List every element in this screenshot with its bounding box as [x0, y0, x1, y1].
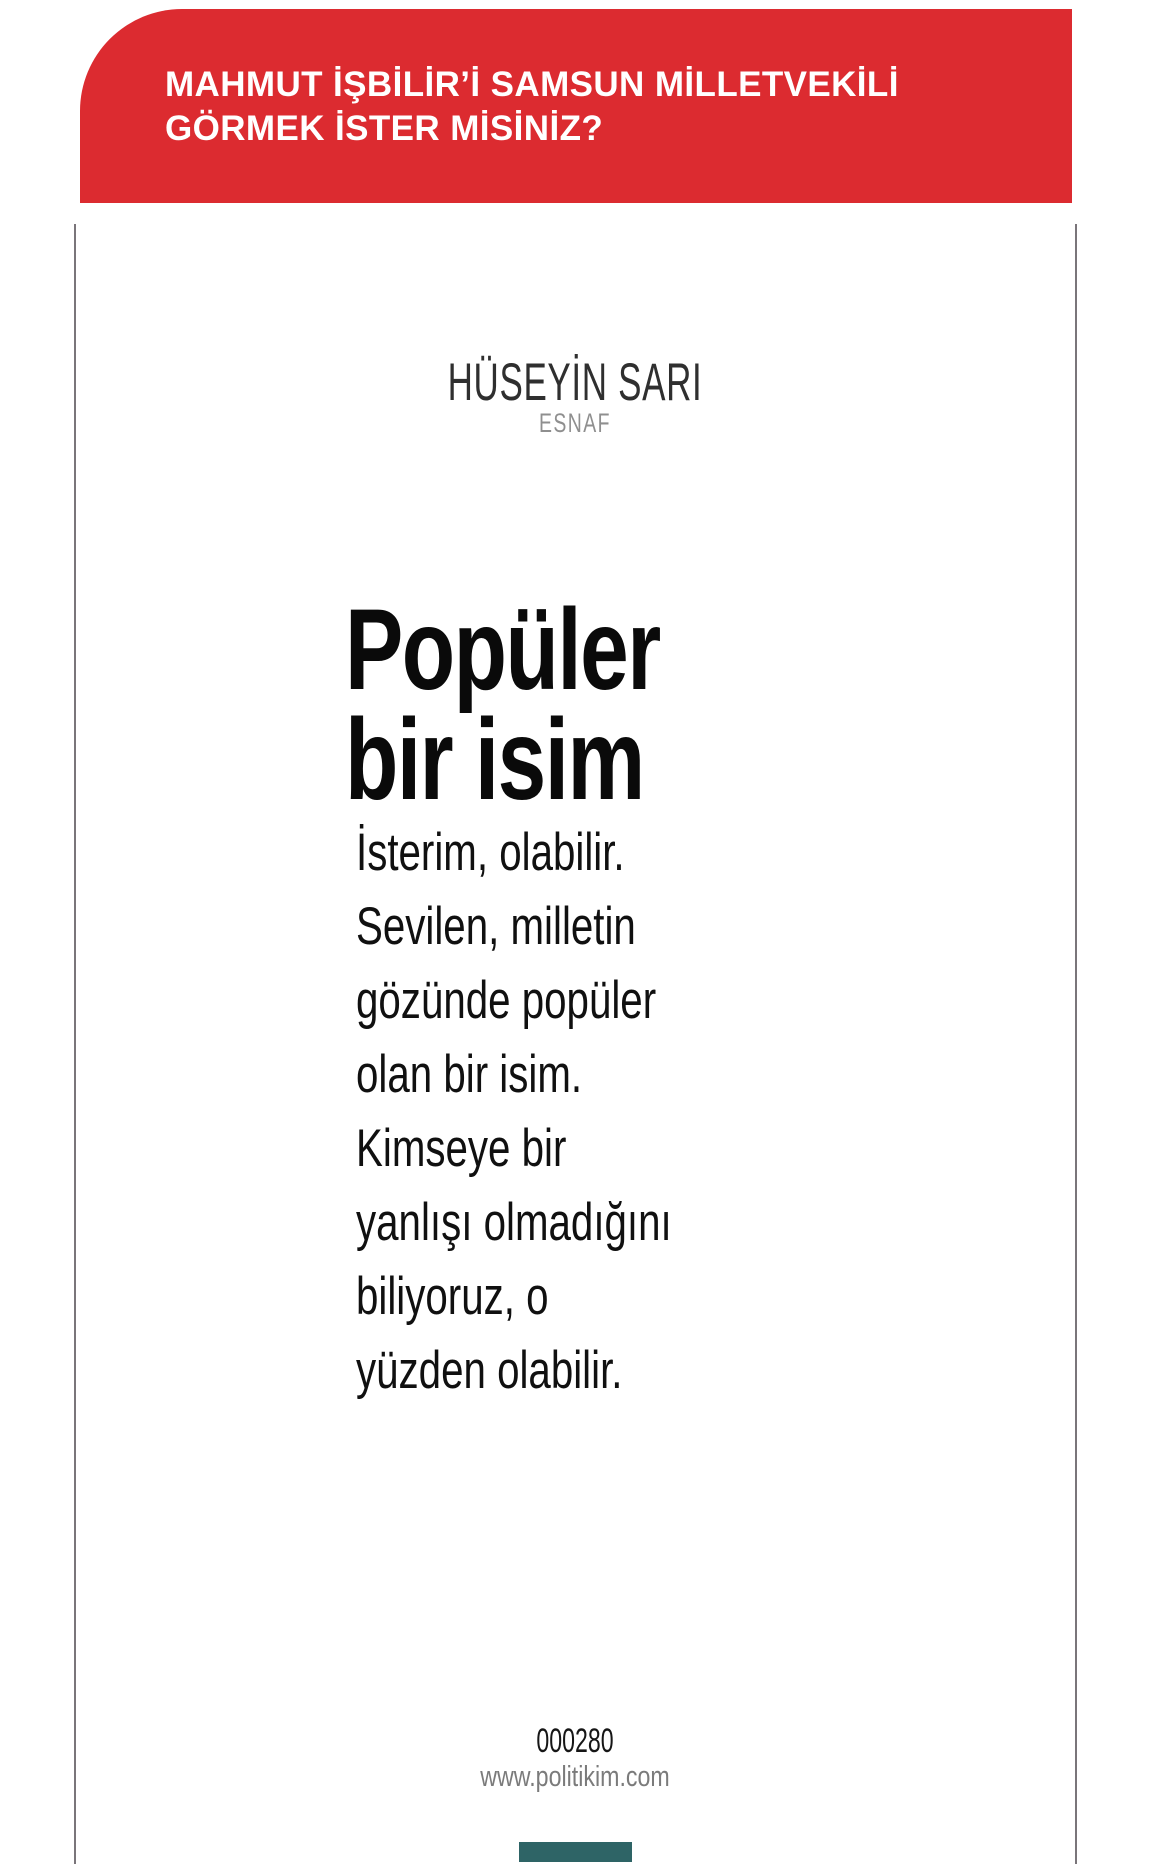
header-banner: [80, 9, 1072, 203]
quote-title-line2: bir isim: [345, 696, 644, 824]
footer-website: www.politikim.com: [480, 1761, 670, 1793]
quote-body-line: yanlışı olmadığını: [356, 1193, 672, 1252]
quote-body-line: biliyoruz, o: [356, 1267, 549, 1326]
quote-body-line: İsterim, olabilir.: [356, 823, 625, 882]
quote-body: [356, 816, 672, 1408]
quote-body-line: olan bir isim.: [356, 1045, 583, 1104]
card-border-right: [1075, 224, 1077, 1864]
person-role: ESNAF: [538, 408, 612, 438]
quote-body-line: Kimseye bir: [356, 1119, 567, 1178]
footer-code: 000280: [536, 1722, 614, 1760]
footer-accent-bar: [519, 1842, 632, 1862]
quote-body-line: yüzden olabilir.: [356, 1341, 623, 1400]
person-name: HÜSEYİN SARI: [447, 353, 703, 412]
header-title: [165, 63, 899, 151]
quote-title-line1: Popüler: [345, 586, 660, 714]
card-border-left: [74, 224, 76, 1864]
header-title-line1: MAHMUT İŞBİLİR’İ SAMSUN MİLLETVEKİLİ: [165, 65, 899, 104]
header-title-line2: GÖRMEK İSTER MİSİNİZ?: [165, 109, 604, 148]
quote-body-line: Sevilen, milletin: [356, 897, 636, 956]
quote-title: [345, 586, 660, 824]
quote-body-line: gözünde popüler: [356, 971, 657, 1030]
